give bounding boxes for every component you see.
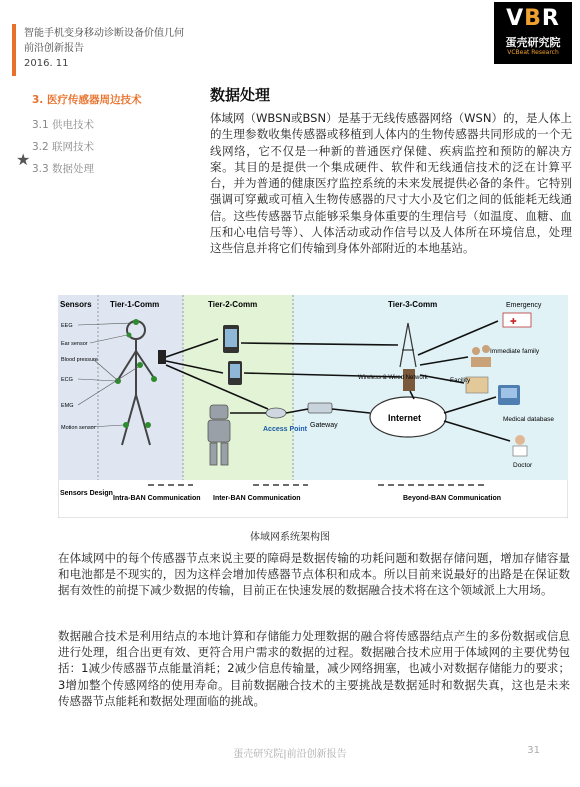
access-point-label: Access Point <box>263 426 307 433</box>
tier2-heading: Tier-2-Comm <box>208 300 258 309</box>
medical-db-label: Medical database <box>503 416 554 423</box>
vcbeat-logo <box>494 2 572 64</box>
report-title: 智能手机变身移动诊断设备价值几何 <box>24 28 184 39</box>
smartphone-icon <box>223 325 239 353</box>
database-icon <box>498 385 520 405</box>
ambulance-icon <box>503 313 531 327</box>
family-label: Immediate family <box>490 348 540 355</box>
section-intro: 体域网（WBSN或BSN）是基于无线传感器网络（WSN）的，是人体上的生理参数收集传感器或移植到人体内的生物传感器共同形成的一个无线网络，它不仅是一种新的普通医疗保健、疾病监控和预防的解决方案。其目的是提供一个集成硬件、软件和无线通信技术的泛在计算平台，并为普通的健康医疗监控系统的未来发展提供必备的条件。它特别强调可穿戴或可植入生物传感器的尺寸大小及它们之间的低能耗无线通信。这些传感器节点能够采集身体重要的生理信号（如温度、血糖、血压和心电信号等）、人体活动或动作信号以及人体所在环境信息，处理这些信息并将它们传输到身体外部附近的本地基站。 <box>210 111 572 256</box>
page-number: 31 <box>527 745 540 756</box>
bottom-beyond-label: Beyond-BAN Communication <box>403 495 501 502</box>
gateway-label: Gateway <box>310 422 338 429</box>
sensors-heading: Sensors <box>60 300 92 309</box>
star-icon: ★ <box>16 150 31 169</box>
figure-caption: 体域网系统架构图 <box>250 532 330 543</box>
toc-active-chapter[interactable]: 3. 医疗传感器周边技术 <box>32 94 142 106</box>
tier1-heading: Tier-1-Comm <box>110 300 160 309</box>
sensor-label-motion: Motion sensor <box>61 425 96 431</box>
facility-label: Facility <box>450 377 471 384</box>
logo-en-text: VCBeat Research <box>507 49 559 56</box>
section-title: 数据处理 <box>210 86 271 104</box>
page-footer: 蛋壳研究院|前沿创新报告 <box>233 749 347 760</box>
sensor-label-bp: Blood pressure <box>61 357 98 363</box>
bottom-sensors-label: Sensors Design <box>60 490 113 497</box>
body-hub-device <box>158 350 166 364</box>
report-subtitle: 前沿创新报告 <box>24 43 84 54</box>
access-point-icon <box>266 408 286 418</box>
toc-item-network[interactable]: 3.2 联网技术 <box>32 141 95 153</box>
logo-mark: VBR <box>506 6 560 31</box>
bottom-intra-label: Intra-BAN Communication <box>113 495 201 502</box>
sensor-label-emg: EMG <box>61 403 74 409</box>
bottom-inter-label: Inter-BAN Communication <box>213 495 301 502</box>
gateway-icon <box>308 403 332 413</box>
report-date: 2016. 11 <box>24 58 69 69</box>
toc-item-data[interactable]: 3.3 数据处理 <box>32 163 95 175</box>
header-accent-bar <box>12 24 16 76</box>
body-paragraph-1: 在体域网中的每个传感器节点来说主要的障碍是数据传输的功耗问题和数据存储问题，增加存储容量和电池都是不现实的，因为这样会增加传感器节点体积和成本。所以目前来说最好的出路是在保证数据有效性的前提下减少数据的传输，目前正在快速发展的数据融合技术将在这个领域派上大用场。 <box>58 551 570 598</box>
tier2-panel <box>183 295 293 480</box>
tier1-panel <box>58 295 183 480</box>
sensor-label-ecg: ECG <box>61 377 73 383</box>
section-toc <box>32 92 141 180</box>
svg-text:✚: ✚ <box>510 317 517 326</box>
toc-item-power[interactable]: 3.1 供电技术 <box>32 119 95 131</box>
sensor-label-eeg: EEG <box>61 323 73 329</box>
internet-label: Internet <box>388 413 422 423</box>
pda-icon <box>228 361 242 385</box>
tier3-heading: Tier-3-Comm <box>388 300 438 309</box>
emergency-label: Emergency <box>506 302 542 309</box>
sensor-label-ear: Ear sensor <box>61 341 88 347</box>
doctor-label: Doctor <box>513 462 533 469</box>
ban-architecture-diagram <box>58 295 568 518</box>
wireless-label: Wireless & Wired Network <box>358 375 428 381</box>
logo-cn-text: 蛋壳研究院 <box>505 36 561 49</box>
body-paragraph-2: 数据融合技术是利用结点的本地计算和存储能力处理数据的融合将传感器结点产生的多份数据或信息进行处理，组合出更有效、更符合用户需求的数据的过程。数据融合技术应用于体域网的主要优势包括：1减少传感器节点能量消耗；2减少信息传输量，减少网络拥塞，也减小对数据存储能力的要求；3增加整个传感网络的使用寿命。目前数据融合技术的主要挑战是数据延时和数据失真，这也是未来传感器节点能耗和数据处理面临的挑战。 <box>58 629 570 708</box>
report-header <box>24 26 184 71</box>
